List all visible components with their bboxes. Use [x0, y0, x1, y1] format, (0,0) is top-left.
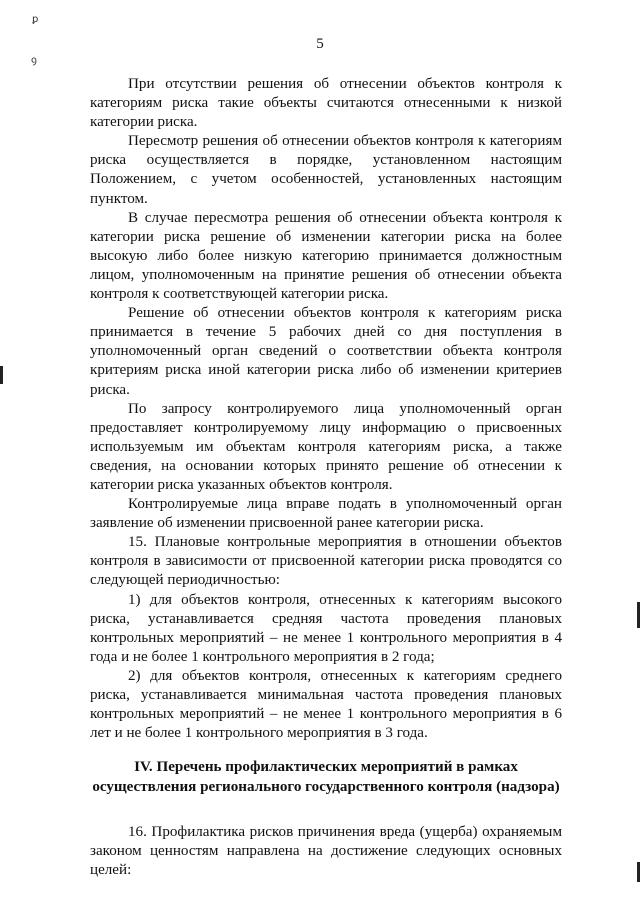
paragraph-change-application: Контролируемые лица вправе подать в уполномоченный орган заявление об изменении присвоенной ранее категории риска. [90, 496, 562, 532]
page-number: 5 [316, 36, 324, 52]
paragraph-decision-deadline: Решение об отнесении объектов контроля к категориям риска принимается в течение 5 рабочих дней со дня поступления в уполномоченный орган сведений о соответствии объекта контроля критериям риска иной категории риска либо об изменении критериев риска. [90, 305, 562, 398]
paragraph-item-15-medium-risk: 2) для объектов контроля, отнесенных к категориям среднего риска, устанавливается минимальная частота проведения плановых контрольных мероприятий – не менее 1 контрольного мероприятия в 6 лет и не более 1 контрольного мероприятия в 3 года. [90, 667, 562, 742]
paragraph-information-request: По запросу контролируемого лица уполномоченный орган предоставляет контролируемому лицу информацию о присвоенных используемым им объектам контроля категориям риска, а также сведения, на основании которых принято решение об отнесении к категории риска указанных объектов контроля. [90, 400, 562, 493]
scan-mark-top: ꝑ [32, 14, 39, 25]
paragraph-review-procedure: Пересмотр решения об отнесении объектов контроля к категориям риска осуществляется в порядке, установленном настоящим Положением, с учетом особенностей, установленных настоящим пунктом. [90, 133, 562, 207]
paragraph-item-15: 15. Плановые контрольные мероприятия в отношении объектов контроля в зависимости от присвоенной категории риска проводятся со следующей периодичностью: [90, 534, 562, 589]
paragraph-no-decision: При отсутствии решения об отнесении объектов контроля к категориям риска такие объекты считаются отнесенными к низкой категории риска. [90, 76, 562, 131]
paragraph-category-change: В случае пересмотра решения об отнесении объекта контроля к категории риска решение об изменении категории риска на более высокую либо более низкую категорию принимается должностным лицом, уполномоченным на принятие решения об отнесении объекта контроля к соответствующей категории риска. [90, 209, 562, 303]
document-body [90, 75, 562, 881]
paragraph-item-16: 16. Профилактика рисков причинения вреда (ущерба) охраняемым законом ценностям направлена на достижение следующих основных целей: [90, 824, 562, 879]
scan-mark-second: ꝯ [31, 55, 37, 66]
scan-edge-artifact-left [0, 366, 3, 384]
section-heading-iv: IV. Перечень профилактических мероприятий в рамках осуществления регионального государственного контроля (надзора) [92, 759, 560, 795]
paragraph-item-15-high-risk: 1) для объектов контроля, отнесенных к категориям высокого риска, устанавливается средняя частота проведения плановых контрольных мероприятий – не менее 1 контрольного мероприятия в 4 года и не более 1 контрольного мероприятия в 2 года; [90, 591, 562, 665]
